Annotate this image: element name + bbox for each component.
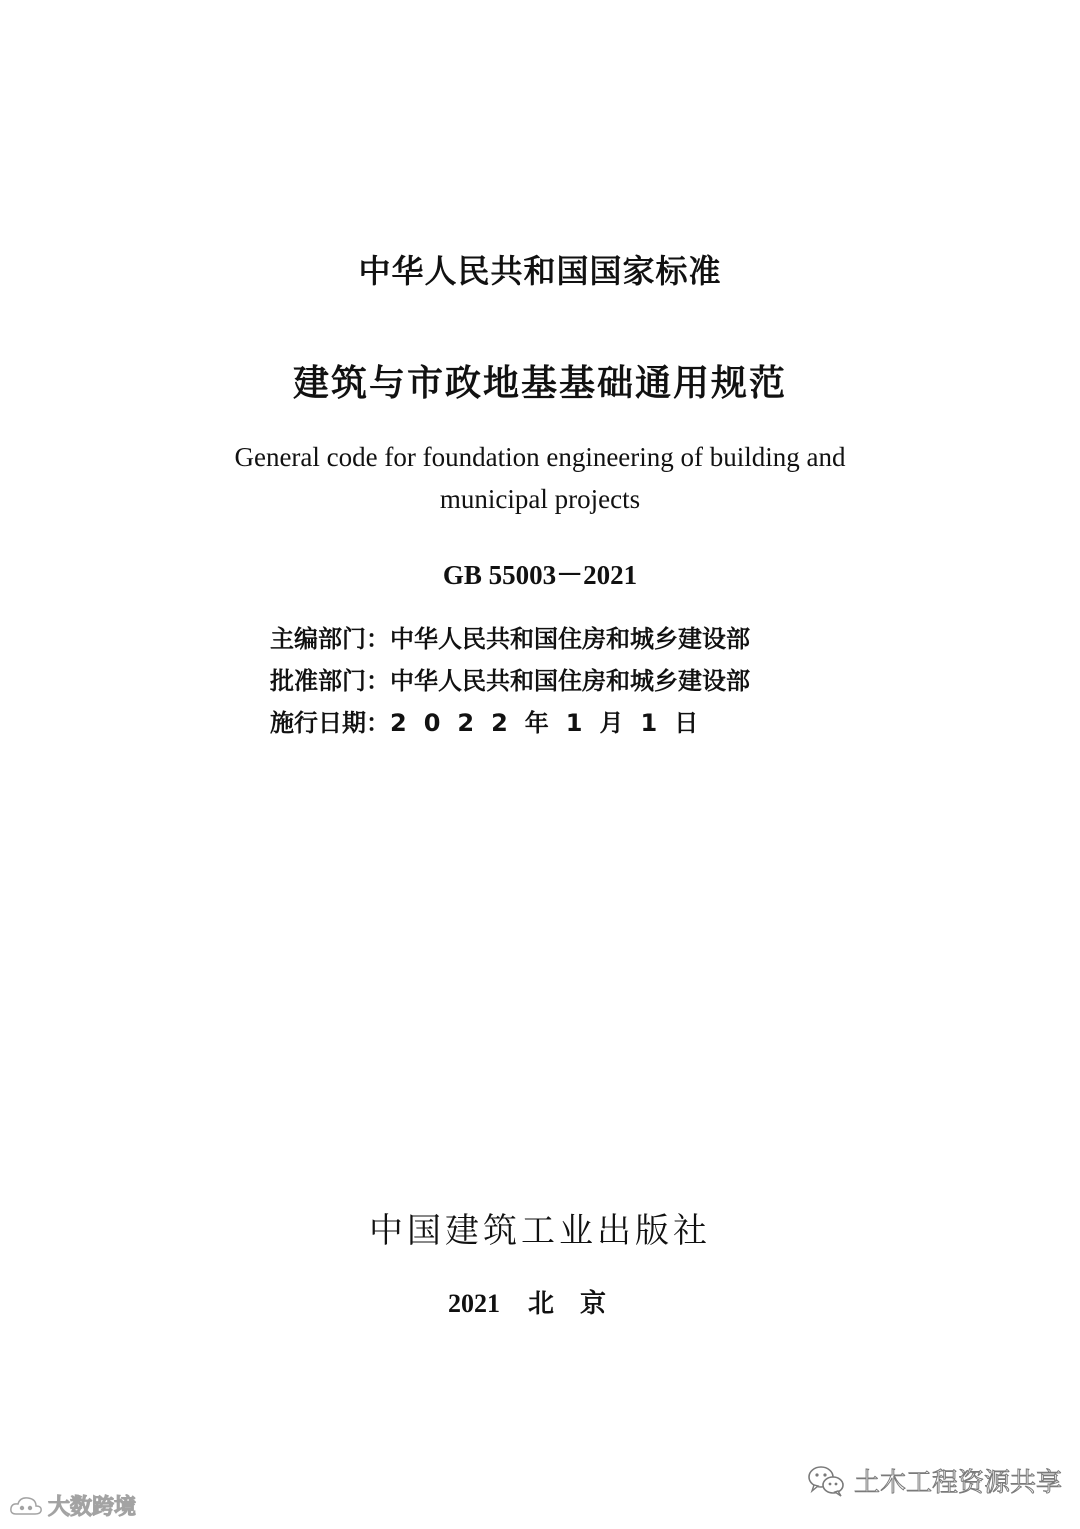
effective-date-row (270, 702, 750, 744)
cloud-logo-icon (8, 1494, 44, 1518)
watermark-left (8, 1490, 136, 1521)
watermark-right-text: 土木工程资源共享 (853, 1468, 1062, 1498)
effective-date-value: 2022年1月1日 (390, 709, 716, 737)
standard-number: GB 55003－2021 (442, 560, 638, 590)
approver-label: 批准部门： (270, 667, 390, 695)
watermark-right (806, 1462, 1062, 1499)
editor-label: 主编部门： (270, 625, 390, 653)
document-title-en (0, 436, 1080, 520)
wechat-icon (806, 1464, 846, 1498)
publication-place (0, 1283, 1080, 1320)
approver-row (270, 660, 750, 702)
editor-row (270, 618, 750, 660)
meta-info (270, 618, 750, 744)
document-title-zh: 建筑与市政地基基础通用规范 (292, 362, 787, 404)
editor-value: 中华人民共和国住房和城乡建设部 (390, 625, 750, 653)
effective-date-label: 施行日期： (270, 709, 390, 737)
title-en-line-1: General code for foundation engineering of building and (234, 442, 846, 472)
standard-series-heading: 中华人民共和国国家标准 (358, 252, 722, 290)
publication-city: 北京 (527, 1289, 632, 1319)
approver-value: 中华人民共和国住房和城乡建设部 (390, 667, 750, 695)
publisher-name: 中国建筑工业出版社 (369, 1211, 711, 1251)
title-en-line-2: municipal projects (439, 484, 641, 514)
publication-year: 2021 (447, 1289, 500, 1318)
watermark-left-text: 大数跨境 (48, 1495, 137, 1520)
